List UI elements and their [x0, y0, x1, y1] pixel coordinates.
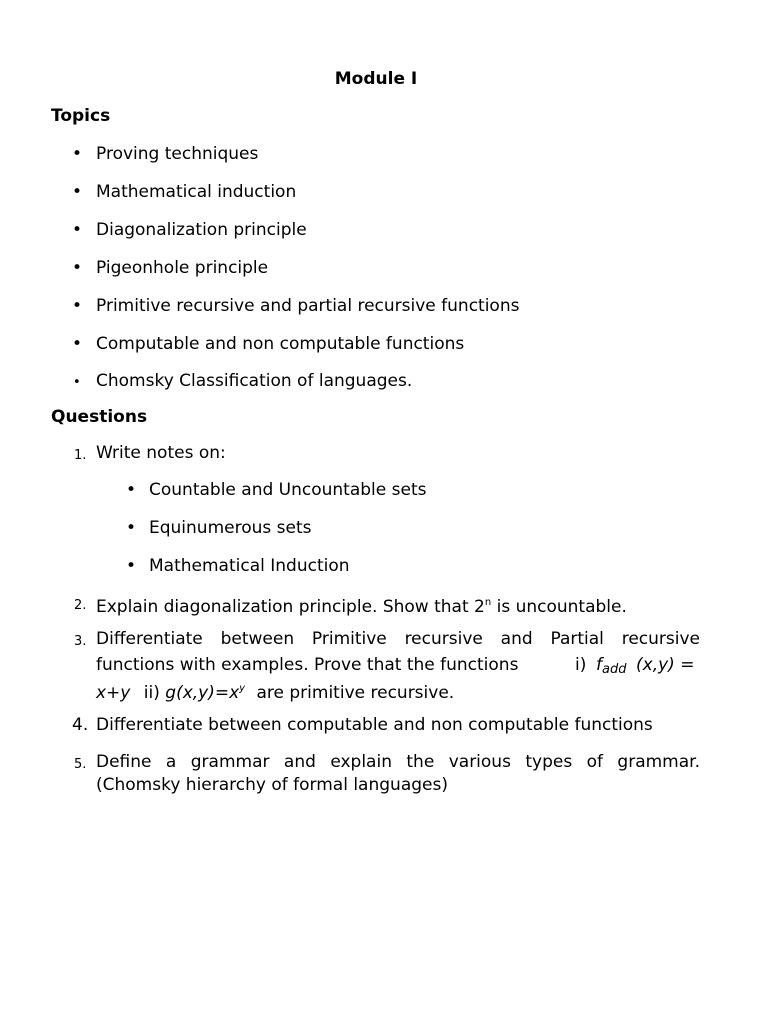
question-number: 3. [74, 634, 87, 649]
superscript-n: n [484, 597, 492, 608]
list-item [0, 143, 768, 167]
question-line [96, 678, 700, 704]
question-line: Define a grammar and explain the various types of grammar. [96, 752, 700, 772]
question-number: 2. [74, 598, 87, 613]
question-item [0, 714, 768, 738]
topic-text: Computable and non computable functions [96, 334, 465, 354]
bullet-icon: • [72, 182, 83, 202]
expr-x-plus-y: x+y [96, 683, 131, 703]
topic-text: Primitive recursive and partial recursive functions [96, 296, 520, 316]
bullet-icon: • [72, 296, 83, 316]
question-line: (Chomsky hierarchy of formal languages) [96, 775, 448, 795]
bullet-icon: • [126, 480, 137, 500]
question-text [96, 592, 627, 618]
question-text-part: is uncountable. [491, 597, 627, 617]
sub-list-item [0, 479, 768, 503]
function-label-i: i) [575, 655, 587, 675]
subitem-text: Equinumerous sets [149, 518, 312, 538]
bullet-icon: • [72, 220, 83, 240]
question-number: 1. [74, 448, 87, 463]
g-expr: g(x,y)=x [165, 683, 240, 703]
question-line [96, 654, 700, 676]
function-label-ii: ii) [143, 683, 160, 703]
list-item [0, 219, 768, 243]
topic-text: Diagonalization principle [96, 220, 307, 240]
bullet-icon: • [72, 144, 83, 164]
question-text-part: Explain diagonalization principle. Show that 2 [96, 597, 485, 617]
bullet-icon: • [72, 258, 83, 278]
list-item [0, 333, 768, 357]
function-g [165, 683, 245, 703]
topic-text: Pigeonhole principle [96, 258, 269, 278]
question-item [0, 592, 768, 616]
subitem-text: Mathematical Induction [149, 556, 350, 576]
bullet-icon: • [126, 518, 137, 538]
question-number: 4. [72, 715, 89, 735]
topic-text: Proving techniques [96, 144, 259, 164]
bullet-icon: • [73, 375, 81, 390]
list-item [0, 370, 768, 394]
question-text: Differentiate between computable and non computable functions [96, 715, 653, 735]
topic-text: Chomsky Classification of languages. [96, 371, 413, 391]
question-number: 5. [74, 757, 87, 772]
sub-list-item [0, 517, 768, 541]
bullet-icon: • [72, 334, 83, 354]
bullet-icon: • [126, 556, 137, 576]
page-title: Module I [334, 69, 418, 89]
question-line: Differentiate between Primitive recursive and Partial recursive [96, 629, 700, 649]
list-item [0, 181, 768, 205]
list-item [0, 295, 768, 319]
questions-heading: Questions [51, 407, 148, 427]
list-item [0, 257, 768, 281]
f-symbol: f [596, 655, 602, 675]
topic-text: Mathematical induction [96, 182, 297, 202]
topics-heading: Topics [51, 106, 111, 126]
sub-list-item [0, 555, 768, 579]
g-superscript: y [239, 683, 246, 694]
function-args: (x,y) = [636, 655, 695, 675]
question-text: Write notes on: [96, 443, 226, 463]
question-item [0, 442, 768, 466]
question-text-part: are primitive recursive. [256, 683, 455, 703]
subitem-text: Countable and Uncountable sets [149, 480, 427, 500]
f-subscript: add [602, 662, 627, 677]
function-f-add [596, 654, 626, 681]
question-text-part: functions with examples. Prove that the functions [96, 655, 519, 675]
